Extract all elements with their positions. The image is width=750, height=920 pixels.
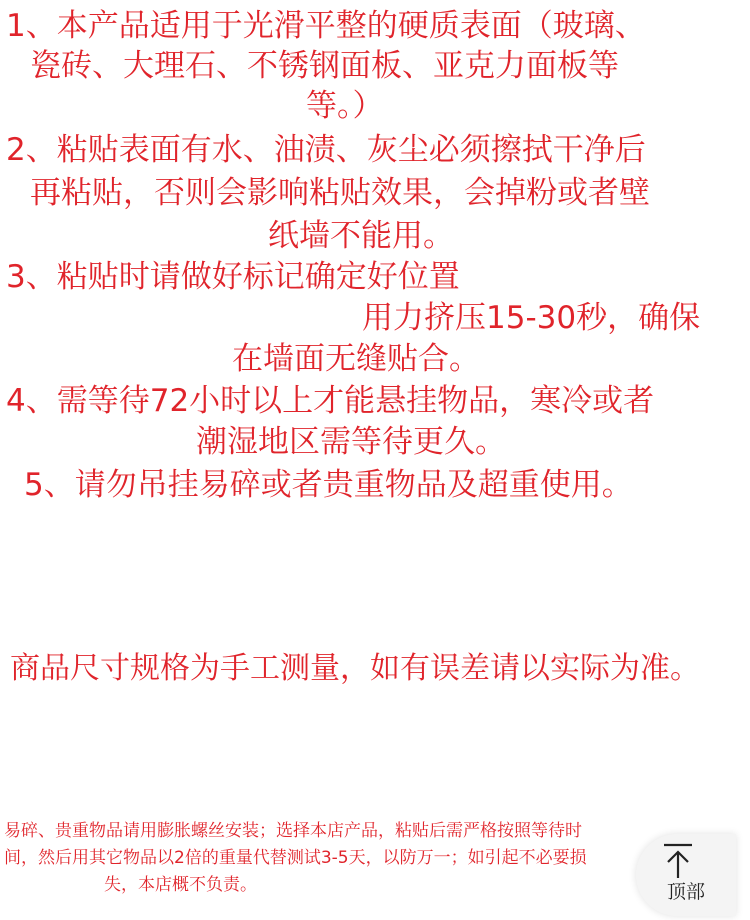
note-2-line-3: 纸墙不能用。: [268, 218, 454, 254]
arrow-up-icon[interactable]: [660, 842, 696, 880]
note-1-line-3: 等。）: [306, 88, 384, 124]
note-4-line-2: 潮湿地区需等待更久。: [196, 424, 506, 460]
note-3-line-3: 在墙面无缝贴合。: [232, 341, 480, 377]
back-to-top-label[interactable]: 顶部: [666, 881, 705, 903]
note-1-line-1: 1、本产品适用于光滑平整的硬质表面（玻璃、: [6, 8, 646, 44]
size-disclaimer: 商品尺寸规格为手工测量，如有误差请以实际为准。: [10, 651, 700, 686]
note-2-line-1: 2、粘贴表面有水、油渍、灰尘必须擦拭干净后: [6, 132, 646, 168]
note-5-line-1: 5、请勿吊挂易碎或者贵重物品及超重使用。: [24, 467, 633, 503]
note-2-line-2: 再粘贴，否则会影响粘贴效果，会掉粉或者壁: [30, 175, 650, 211]
footer-line-1: 易碎、贵重物品请用膨胀螺丝安装；选择本店产品，粘贴后需严格按照等待时: [4, 821, 582, 841]
footer-line-2: 间，然后用其它物品以2倍的重量代替测试3-5天，以防万一；如引起不必要损: [4, 848, 587, 868]
note-1-line-2: 瓷砖、大理石、不锈钢面板、亚克力面板等: [30, 48, 619, 84]
note-4-line-1: 4、需等待72小时以上才能悬挂物品，寒冷或者: [6, 383, 655, 419]
note-3-line-1: 3、粘贴时请做好标记确定好位置: [6, 259, 460, 295]
footer-line-3: 失，本店概不负责。: [104, 875, 257, 895]
note-3-line-2: 用力挤压15-30秒，确保: [362, 300, 701, 336]
